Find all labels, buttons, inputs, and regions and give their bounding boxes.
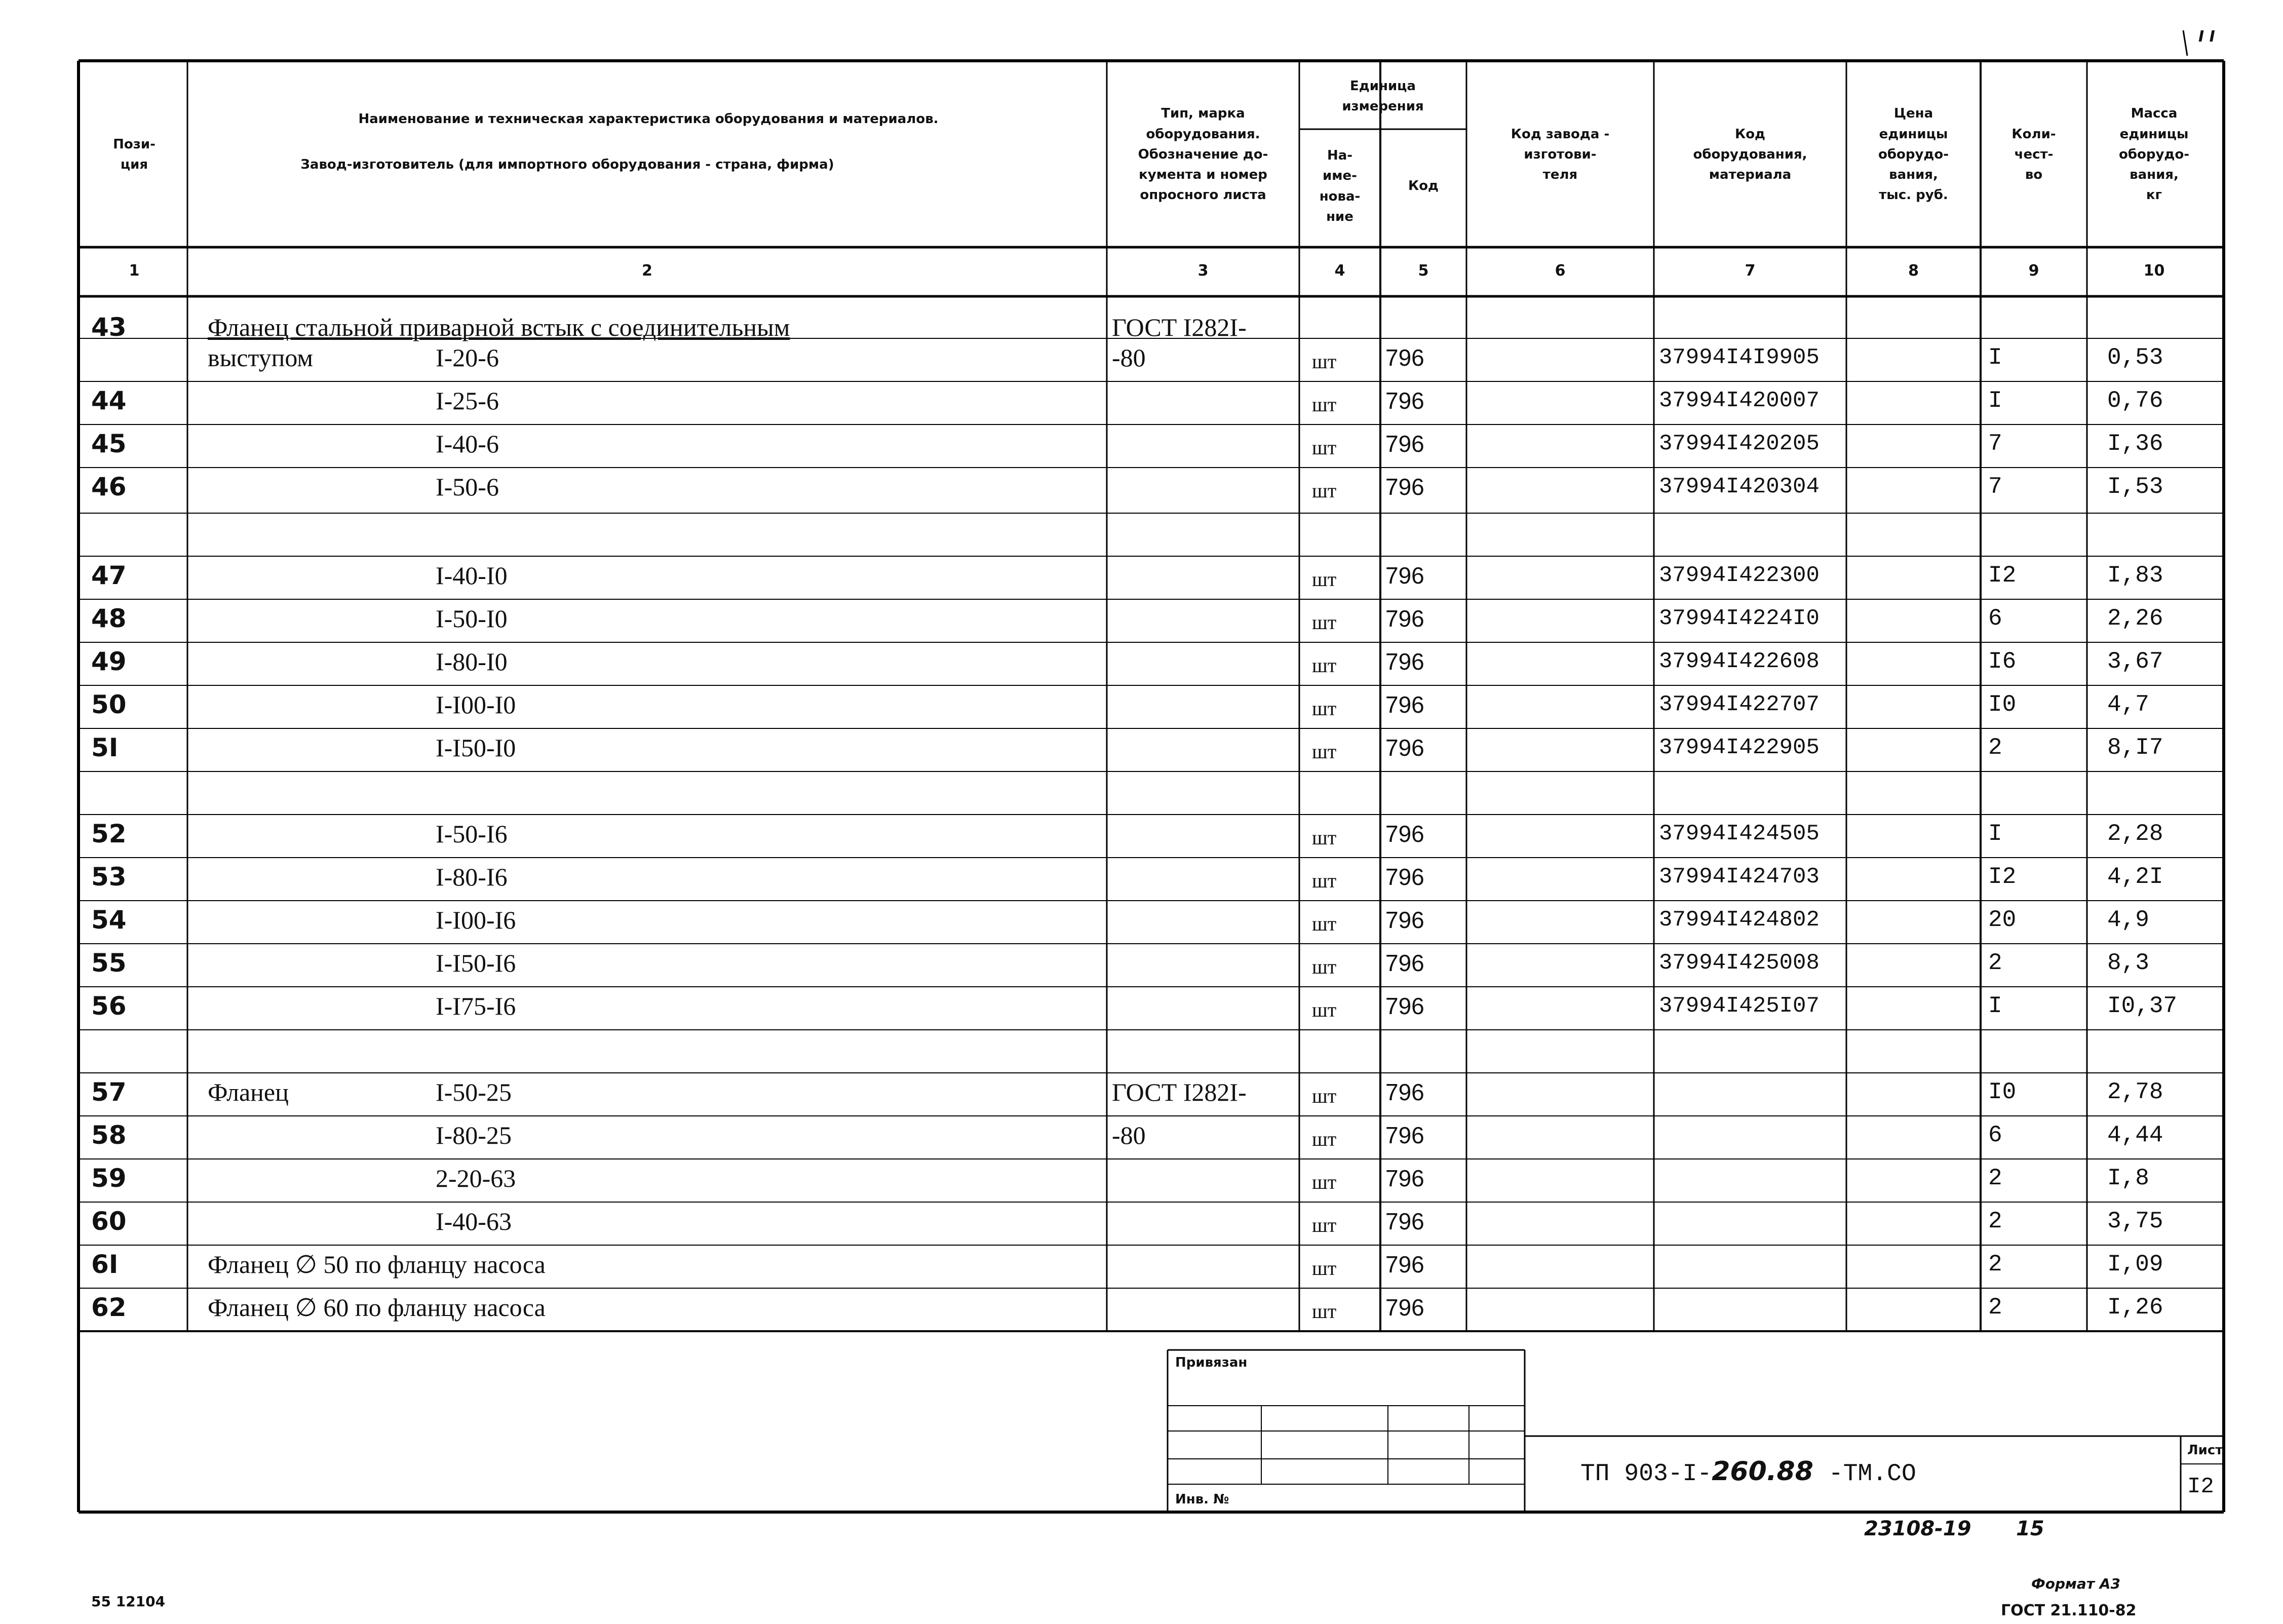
- row-designation: I-40-63: [436, 1207, 512, 1235]
- row-designation: I-50-I0: [436, 604, 508, 633]
- row-equipment-code: 37994I422905: [1659, 735, 1820, 760]
- row-unit: шт: [1312, 1171, 1337, 1193]
- row-unit-code: 796: [1385, 1122, 1424, 1148]
- row-name: Фланец ∅ 50 по фланцу насоса: [208, 1250, 546, 1279]
- header-type: Тип, марка оборудования. Обозначение до- кумента и номер опросного листа: [1138, 106, 1268, 203]
- row-equipment-code: 37994I425I07: [1659, 993, 1820, 1019]
- row-unit-code: 796: [1385, 1208, 1424, 1234]
- row-document: -80: [1112, 1121, 1146, 1149]
- row-quantity: 20: [1988, 907, 2017, 933]
- row-position: 6I: [91, 1250, 119, 1279]
- row-unit: шт: [1312, 654, 1337, 677]
- row-unit-code: 796: [1385, 344, 1424, 371]
- row-name: Фланец ∅ 60 по фланцу насоса: [208, 1293, 546, 1322]
- row-position: 49: [91, 647, 127, 676]
- column-number: 9: [2028, 261, 2039, 280]
- row-position: 54: [91, 905, 127, 935]
- row-document: ГОСТ I282I-: [1112, 1078, 1247, 1106]
- row-name: Фланец стальной приварной встык с соединительным: [208, 313, 790, 341]
- handwritten-number: 23108-19: [1864, 1517, 1971, 1540]
- column-number: 1: [129, 261, 140, 280]
- row-mass: I,26: [2107, 1294, 2163, 1321]
- handwritten-page: 15: [2016, 1517, 2044, 1540]
- row-designation: I-80-I0: [436, 647, 508, 676]
- row-equipment-code: 37994I422707: [1659, 692, 1820, 717]
- row-designation: 2-20-63: [436, 1164, 516, 1192]
- row-designation: I-I50-I0: [436, 733, 516, 762]
- row-unit-code: 796: [1385, 734, 1424, 761]
- row-unit-code: 796: [1385, 1165, 1424, 1191]
- sheet-label: Лист: [2187, 1443, 2223, 1458]
- row-mass: 2,28: [2107, 821, 2163, 847]
- row-position: 46: [91, 472, 127, 501]
- row-equipment-code: 37994I4I9905: [1659, 345, 1820, 370]
- row-equipment-code: 37994I4224I0: [1659, 606, 1820, 631]
- gost-label: ГОСТ 21.110-82: [2001, 1602, 2137, 1619]
- row-mass: 2,26: [2107, 605, 2163, 632]
- row-unit: шт: [1312, 826, 1337, 849]
- row-designation: I-I75-I6: [436, 992, 516, 1020]
- row-quantity: I: [1988, 344, 2002, 371]
- row-position: 59: [91, 1164, 127, 1193]
- header-name-line2: Завод-изготовитель (для импортного оборудования - страна, фирма): [300, 157, 834, 172]
- row-mass: 8,3: [2107, 950, 2149, 976]
- row-quantity: 2: [1988, 1294, 2002, 1321]
- format-label: Формат А3: [2031, 1575, 2120, 1592]
- row-equipment-code: 37994I424505: [1659, 821, 1820, 846]
- row-designation: I-I50-I6: [436, 949, 516, 977]
- document-code-prefix: ТП 903-I-: [1580, 1460, 1712, 1488]
- row-quantity: 7: [1988, 474, 2002, 500]
- header-equipment-code: Код оборудования, материала: [1693, 126, 1807, 183]
- row-designation: I-50-I6: [436, 820, 508, 848]
- row-mass: I,36: [2107, 431, 2163, 457]
- row-mass: I,09: [2107, 1251, 2163, 1278]
- row-unit: шт: [1312, 1085, 1337, 1107]
- row-quantity: I2: [1988, 864, 2017, 890]
- row-unit: шт: [1312, 740, 1337, 763]
- row-designation: I-50-6: [436, 473, 499, 501]
- row-equipment-code: 37994I422300: [1659, 563, 1820, 588]
- row-unit: шт: [1312, 611, 1337, 634]
- row-position: 53: [91, 862, 127, 892]
- header-plant-code: Код завода - изготови- теля: [1511, 126, 1610, 183]
- row-unit-code: 796: [1385, 648, 1424, 675]
- row-designation: I-I00-I6: [436, 906, 516, 934]
- row-position: 44: [91, 386, 127, 415]
- row-designation: I-I00-I0: [436, 690, 516, 719]
- row-mass: 3,67: [2107, 648, 2163, 675]
- row-unit-code: 796: [1385, 821, 1424, 847]
- row-designation: I-40-6: [436, 430, 499, 458]
- row-equipment-code: 37994I420205: [1659, 431, 1820, 456]
- header-quantity: Коли- чест- во: [2011, 126, 2056, 183]
- row-unit-code: 796: [1385, 1251, 1424, 1278]
- row-quantity: I: [1988, 993, 2002, 1019]
- header-unit-name: На- име- нова- ние: [1319, 147, 1361, 224]
- row-unit-code: 796: [1385, 907, 1424, 933]
- row-quantity: 2: [1988, 734, 2002, 761]
- row-equipment-code: 37994I424703: [1659, 864, 1820, 890]
- row-equipment-code: 37994I420007: [1659, 388, 1820, 413]
- row-position: 43: [91, 313, 127, 342]
- row-mass: I,8: [2107, 1165, 2149, 1191]
- page-mark: I I: [2198, 28, 2215, 46]
- row-unit-code: 796: [1385, 1079, 1424, 1105]
- row-mass: 3,75: [2107, 1208, 2163, 1234]
- row-equipment-code: 37994I424802: [1659, 907, 1820, 933]
- sheet-number: I2: [2187, 1474, 2214, 1499]
- row-unit: шт: [1312, 479, 1337, 502]
- row-quantity: I0: [1988, 1079, 2017, 1105]
- row-unit-code: 796: [1385, 431, 1424, 457]
- stamp-inventory-number: Инв. №: [1175, 1492, 1229, 1507]
- row-quantity: 2: [1988, 950, 2002, 976]
- row-unit: шт: [1312, 912, 1337, 935]
- row-quantity: I2: [1988, 562, 2017, 589]
- row-unit-code: 796: [1385, 474, 1424, 500]
- column-number: 6: [1555, 261, 1566, 280]
- column-number: 8: [1908, 261, 1919, 280]
- row-unit: шт: [1312, 1257, 1337, 1280]
- row-quantity: 2: [1988, 1251, 2002, 1278]
- row-name: Фланец: [208, 1078, 289, 1106]
- header-name-line1: Наименование и техническая характеристика оборудования и материалов.: [358, 111, 939, 127]
- column-number: 4: [1334, 261, 1345, 280]
- row-designation: I-50-25: [436, 1078, 512, 1106]
- row-mass: 0,53: [2107, 344, 2163, 371]
- row-unit-code: 796: [1385, 864, 1424, 890]
- header-unit-code: Код: [1408, 178, 1439, 194]
- row-designation: I-80-I6: [436, 863, 508, 891]
- column-number: 10: [2143, 261, 2165, 280]
- header-position: Пози- ция: [113, 136, 156, 172]
- row-quantity: I: [1988, 821, 2002, 847]
- row-mass: 0,76: [2107, 388, 2163, 414]
- row-position: 5I: [91, 733, 119, 762]
- row-document: ГОСТ I282I-: [1112, 313, 1247, 341]
- row-quantity: I0: [1988, 691, 2017, 718]
- row-quantity: I6: [1988, 648, 2017, 675]
- row-mass: 8,I7: [2107, 734, 2163, 761]
- header-mass: Масса единицы оборудо- вания, кг: [2118, 106, 2190, 203]
- row-unit: шт: [1312, 1128, 1337, 1150]
- column-number: 5: [1418, 261, 1429, 280]
- row-unit: шт: [1312, 998, 1337, 1021]
- column-number: 3: [1197, 261, 1209, 280]
- column-number: 2: [642, 261, 652, 280]
- row-quantity: 7: [1988, 431, 2002, 457]
- row-position: 52: [91, 819, 127, 848]
- row-mass: 4,9: [2107, 907, 2149, 933]
- row-unit: шт: [1312, 393, 1337, 416]
- row-unit: шт: [1312, 568, 1337, 591]
- row-designation: I-20-6: [436, 343, 499, 372]
- row-position: 62: [91, 1293, 127, 1322]
- row-equipment-code: 37994I420304: [1659, 474, 1820, 499]
- row-unit-code: 796: [1385, 691, 1424, 718]
- row-mass: 4,2I: [2107, 864, 2163, 890]
- row-designation: I-40-I0: [436, 561, 508, 590]
- row-mass: I0,37: [2107, 993, 2178, 1019]
- header-price: Цена единицы оборудо- вания, тыс. руб.: [1878, 106, 1949, 203]
- row-designation: I-80-25: [436, 1121, 512, 1149]
- document-code-handwritten: 260.88: [1712, 1456, 1813, 1487]
- row-unit: шт: [1312, 955, 1337, 978]
- row-equipment-code: 37994I422608: [1659, 649, 1820, 674]
- row-position: 50: [91, 690, 127, 719]
- row-name: выступом: [208, 343, 314, 372]
- row-unit: шт: [1312, 350, 1337, 373]
- row-quantity: 2: [1988, 1165, 2002, 1191]
- row-unit-code: 796: [1385, 1294, 1424, 1321]
- row-mass: 2,78: [2107, 1079, 2163, 1105]
- row-mass: I,53: [2107, 474, 2163, 500]
- row-quantity: I: [1988, 388, 2002, 414]
- row-position: 56: [91, 991, 127, 1021]
- row-mass: I,83: [2107, 562, 2163, 589]
- row-unit-code: 796: [1385, 388, 1424, 414]
- row-unit-code: 796: [1385, 950, 1424, 976]
- row-position: 48: [91, 604, 127, 633]
- row-quantity: 6: [1988, 605, 2002, 632]
- row-document: -80: [1112, 343, 1146, 372]
- header-unit-group: Единица измерения: [1342, 78, 1424, 114]
- row-unit-code: 796: [1385, 562, 1424, 589]
- row-quantity: 6: [1988, 1122, 2002, 1148]
- archive-number: 55 12104: [91, 1593, 166, 1610]
- row-unit-code: 796: [1385, 605, 1424, 632]
- row-position: 57: [91, 1077, 127, 1107]
- row-unit: шт: [1312, 697, 1337, 720]
- row-position: 55: [91, 948, 127, 978]
- row-quantity: 2: [1988, 1208, 2002, 1234]
- row-position: 60: [91, 1207, 127, 1236]
- document-code-suffix: -ТМ.СО: [1828, 1460, 1916, 1488]
- stamp-privyazan: Привязан: [1175, 1355, 1248, 1370]
- row-unit: шт: [1312, 1214, 1337, 1236]
- row-unit: шт: [1312, 436, 1337, 459]
- document-code: [1580, 1456, 1916, 1489]
- column-number: 7: [1745, 261, 1756, 280]
- row-position: 58: [91, 1120, 127, 1150]
- row-unit: шт: [1312, 1300, 1337, 1323]
- row-position: 47: [91, 561, 127, 590]
- row-unit-code: 796: [1385, 993, 1424, 1019]
- row-mass: 4,7: [2107, 691, 2149, 718]
- row-unit: шт: [1312, 869, 1337, 892]
- row-position: 45: [91, 429, 127, 458]
- row-equipment-code: 37994I425008: [1659, 950, 1820, 976]
- row-mass: 4,44: [2107, 1122, 2163, 1148]
- row-designation: I-25-6: [436, 386, 499, 415]
